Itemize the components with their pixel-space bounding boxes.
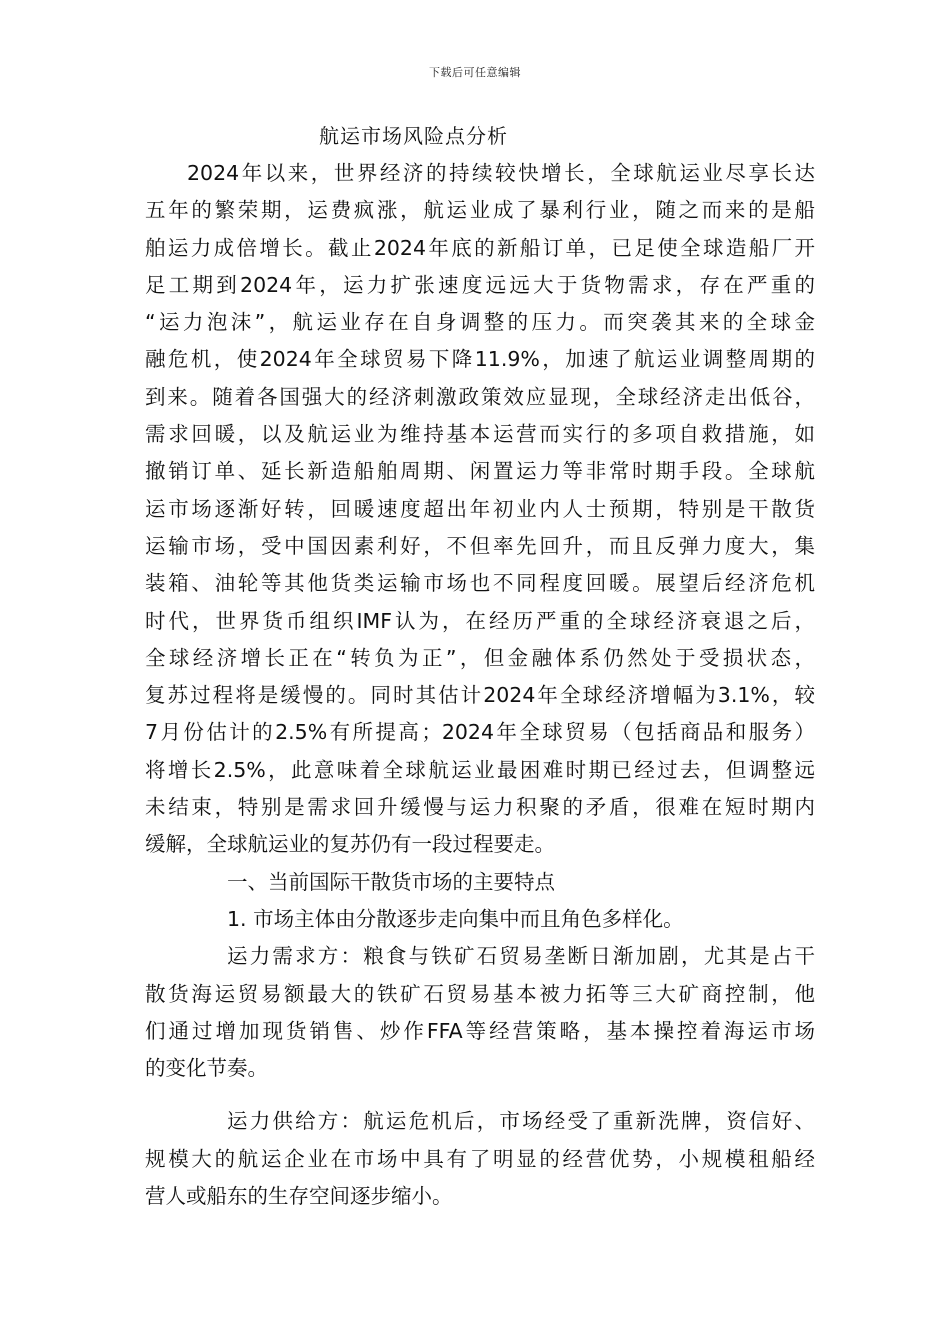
paragraph-line: 运市场逐渐好转，回暖速度超出年初业内人士预期，特别是干散货: [145, 496, 815, 521]
paragraph-line: 融危机，使2024年全球贸易下降11.9%，加速了航运业调整周期的: [145, 347, 815, 372]
intro-paragraph: [145, 155, 815, 864]
subsection-heading: 1. 市场主体由分散逐步走向集中而且角色多样化。: [227, 906, 684, 931]
section-heading: 一、当前国际干散货市场的主要特点: [227, 869, 555, 894]
paragraph-line: 将增长2.5%，此意味着全球航运业最困难时期已经过去，但调整远: [145, 757, 815, 782]
document-body: [145, 155, 815, 1215]
paragraph-line: 全球经济增长正在“转负为正”，但金融体系仍然处于受损状态，: [145, 645, 815, 670]
paragraph-line: 五年的繁荣期，运费疯涨，航运业成了暴利行业，随之而来的是船: [145, 198, 815, 223]
paragraph-line: 撤销订单、延长新造船舶周期、闲置运力等非常时期手段。全球航: [145, 459, 815, 484]
paragraph-line: 时代，世界货币组织IMF认为，在经历严重的全球经济衰退之后，: [145, 608, 815, 633]
paragraph-line: 规模大的航运企业在市场中具有了明显的经营优势，小规模租船经: [145, 1146, 815, 1171]
paragraph-line: 复苏过程将是缓慢的。同时其估计2024年全球经济增幅为3.1%，较: [145, 683, 815, 708]
paragraph-line: 未结束，特别是需求回升缓慢与运力积聚的矛盾，很难在短时期内: [145, 795, 815, 820]
document-title: 航运市场风险点分析: [319, 124, 508, 148]
paragraph-line: 2024年以来，世界经济的持续较快增长，全球航运业尽享长达: [187, 161, 815, 185]
paragraph-line: 到来。随着各国强大的经济刺激政策效应显现，全球经济走出低谷，: [145, 384, 815, 409]
paragraph-line: 足工期到2024年，运力扩张速度远远大于货物需求，存在严重的: [145, 272, 815, 297]
supply-paragraph: [145, 1103, 815, 1215]
paragraph-line: 们通过增加现货销售、炒作FFA等经营策略，基本操控着海运市场: [145, 1018, 815, 1043]
paragraph-line: 运输市场，受中国因素利好，不但率先回升，而且反弹力度大，集: [145, 533, 815, 558]
demand-paragraph: [145, 938, 815, 1087]
paragraph-line: 营人或船东的生存空间逐步缩小。: [145, 1184, 453, 1209]
paragraph-line: 的变化节奏。: [145, 1056, 268, 1081]
paragraph-line: 舶运力成倍增长。截止2024年底的新船订单，已足使全球造船厂开: [145, 235, 815, 260]
paragraph-line: 需求回暖，以及航运业为维持基本运营而实行的多项自救措施，如: [145, 422, 815, 447]
paragraph-line: 7月份估计的2.5%有所提高；2024年全球贸易（包括商品和服务）: [145, 720, 815, 745]
header-note: 下载后可任意编辑: [429, 66, 521, 79]
paragraph-spacer: [145, 1087, 815, 1103]
paragraph-line: “运力泡沫”，航运业存在自身调整的压力。而突袭其来的全球金: [145, 310, 815, 335]
paragraph-line: 运力供给方：航运危机后，市场经受了重新洗牌，资信好、: [227, 1109, 815, 1134]
paragraph-line: 运力需求方：粮食与铁矿石贸易垄断日渐加剧，尤其是占干: [227, 944, 815, 969]
paragraph-line: 缓解，全球航运业的复苏仍有一段过程要走。: [145, 832, 555, 857]
paragraph-line: 散货海运贸易额最大的铁矿石贸易基本被力拓等三大矿商控制，他: [145, 981, 815, 1006]
paragraph-line: 装箱、油轮等其他货类运输市场也不同程度回暖。展望后经济危机: [145, 571, 815, 596]
